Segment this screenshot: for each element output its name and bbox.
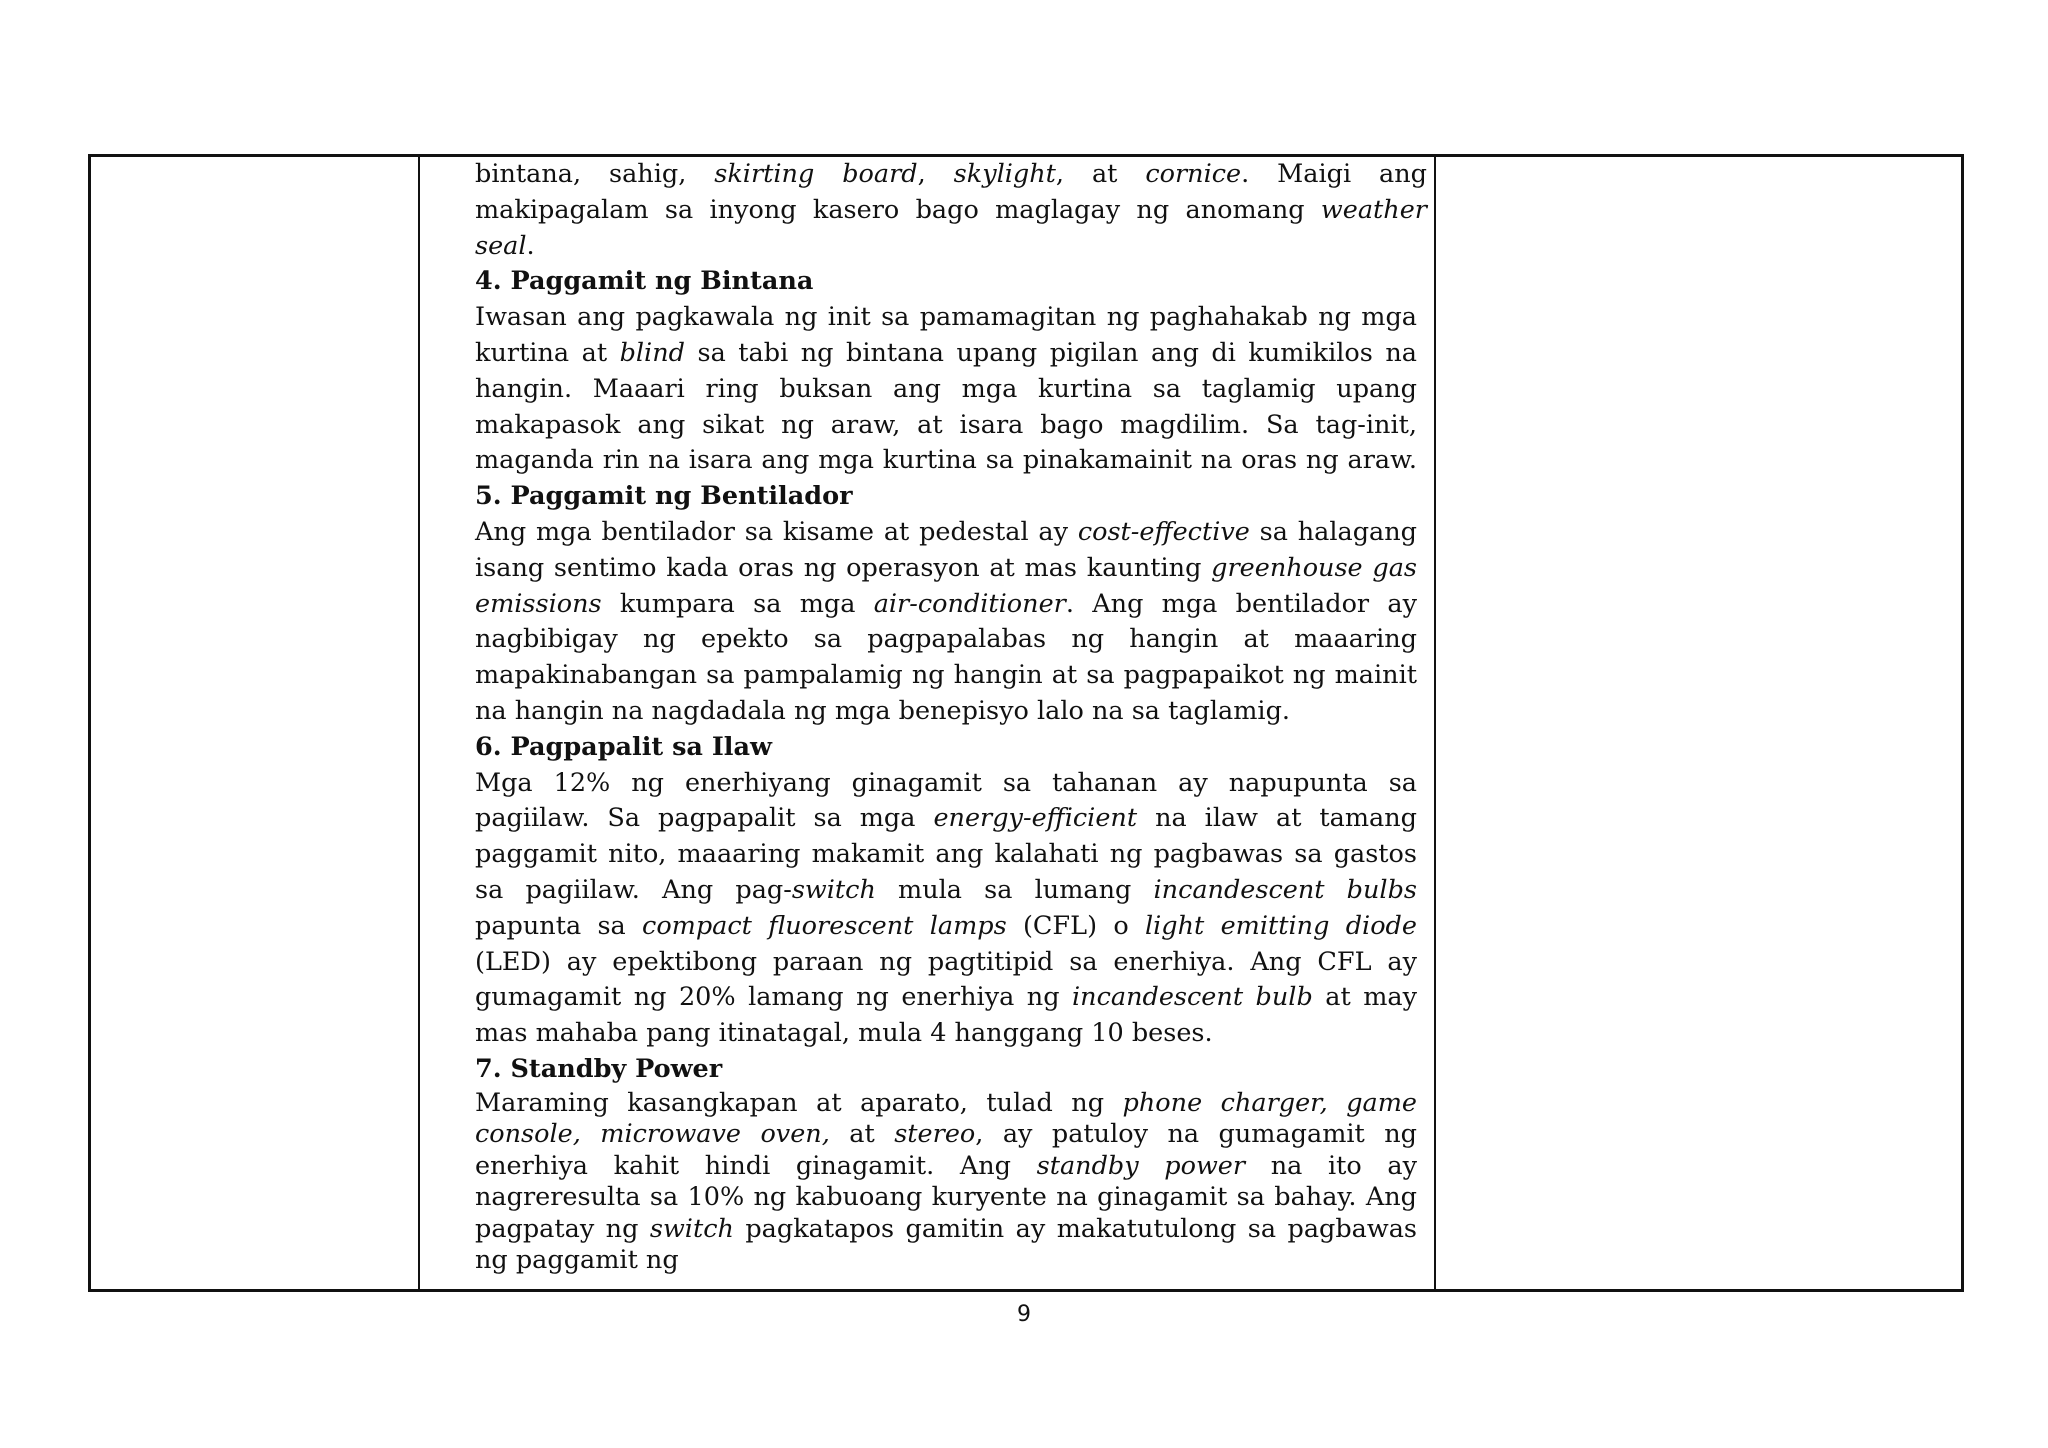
paragraph-intro	[475, 157, 1427, 264]
emphasis-text: greenhouse gas emissions	[475, 552, 1418, 619]
text-run: at may mas mahaba pang itinatagal, mula 4 hanggang 10 beses.	[475, 982, 1417, 1049]
page-number: 9	[1017, 1302, 1031, 1327]
paragraph-ilaw	[475, 766, 1417, 1052]
emphasis-text: switch	[791, 874, 876, 905]
table-column-content	[420, 157, 1436, 1289]
emphasis-text: switch	[649, 1213, 734, 1244]
text-run: . Maigi ang makipagalam sa inyong kasero bago maglagay ng anomang	[475, 159, 1427, 225]
document-table	[88, 154, 1964, 1292]
text-run: na ito ay nagreresulta sa 10% ng kabuoang kuryente na ginagamit sa bahay. Ang pagpatay ng	[475, 1150, 1417, 1244]
paragraph-bintana	[475, 300, 1417, 515]
text-run: .	[526, 230, 535, 261]
emphasis-text: skirting board	[714, 159, 918, 189]
text-run: na ilaw at tamang paggamit nito, maaaring makamit ang kalahati ng pagbawas sa gastos sa pagiilaw. Ang pag-	[475, 803, 1417, 905]
emphasis-text: light emitting diode	[1144, 910, 1417, 941]
paragraph-bentilador	[475, 515, 1417, 730]
emphasis-text: weather seal	[475, 194, 1427, 261]
text-run: mula sa lumang	[875, 874, 1154, 905]
emphasis-text: stereo	[894, 1119, 976, 1150]
text-run: , at	[1055, 159, 1146, 189]
text-run: ,	[917, 159, 954, 189]
text-run: , ay patuloy na gumagamit ng enerhiya kahit hindi ginagamit. Ang	[475, 1119, 1417, 1181]
emphasis-text: incandescent bulb	[1072, 982, 1313, 1013]
emphasis-text: standby power	[1036, 1150, 1246, 1181]
text-run: bintana, sahig,	[475, 159, 715, 189]
emphasis-text: blind	[619, 337, 685, 368]
emphasis-text: cornice	[1145, 159, 1242, 189]
content-body	[475, 157, 1427, 1277]
text-run: Ang mga bentilador sa kisame at pedestal ay	[475, 516, 1078, 547]
emphasis-text: air-conditioner	[873, 588, 1066, 619]
text-run: kumpara sa mga	[601, 588, 874, 619]
emphasis-text: incandescent bulbs	[1153, 874, 1417, 905]
heading-pagpapalit-sa-ilaw: 6. Pagpapalit sa Ilaw	[475, 731, 772, 762]
text-run: Mga 12% ng enerhiyang ginagamit sa tahanan ay napupunta sa pagiilaw. Sa pagpapalit sa mga	[475, 767, 1417, 834]
emphasis-text: compact fluorescent lamps	[642, 910, 1007, 941]
text-run: . Ang mga bentilador ay nagbibigay ng epekto sa pagpapalabas ng hangin at maaaring mapakinabangan sa pampalamig ng hangin at sa pagpapaikot ng mainit na hangin na nagdadala ng mga benepisyo lalo na sa taglamig.	[475, 588, 1417, 726]
text-run: pagkatapos gamitin ay makatutulong sa pagbawas ng paggamit ng	[475, 1213, 1417, 1276]
inline-heading: 5. Paggamit ng Bentilador	[475, 481, 853, 512]
heading-standby-power: 7. Standby Power	[475, 1053, 723, 1084]
emphasis-text: energy-efficient	[933, 803, 1138, 834]
text-run: Maraming kasangkapan at aparato, tulad ng	[475, 1087, 1123, 1118]
text-run: Iwasan ang pagkawala ng init sa pamamagitan ng paghahakab ng mga kurtina at	[475, 302, 1417, 368]
text-run: sa tabi ng bintana upang pigilan ang di kumikilos na hangin. Maaari ring buksan ang mga kurtina sa taglamig upang makapasok ang sikat ng araw, at isara bago magdilim. Sa tag-init, maganda rin na isara ang mga kurtina sa pinakamainit na oras ng araw.	[475, 337, 1417, 476]
text-run: (CFL) o	[1006, 910, 1145, 941]
text-run: (LED) ay epektibong paraan ng pagtitipid sa enerhiya. Ang CFL ay gumagamit ng 20% lamang ng enerhiya ng	[475, 946, 1417, 1013]
text-run: papunta sa	[475, 910, 643, 941]
heading-paggamit-ng-bintana: 4. Paggamit ng Bintana	[475, 266, 814, 297]
table-column-right	[1436, 157, 1961, 1289]
table-column-left	[91, 157, 420, 1289]
text-run: at	[829, 1119, 895, 1150]
paragraph-standby-power	[475, 1088, 1417, 1277]
text-run: sa halagang isang sentimo kada oras ng operasyon at mas kaunting	[475, 516, 1418, 583]
emphasis-text: phone charger, game console, microwave oven,	[475, 1087, 1417, 1150]
emphasis-text: skylight	[953, 159, 1056, 189]
emphasis-text: cost-effective	[1077, 516, 1250, 547]
